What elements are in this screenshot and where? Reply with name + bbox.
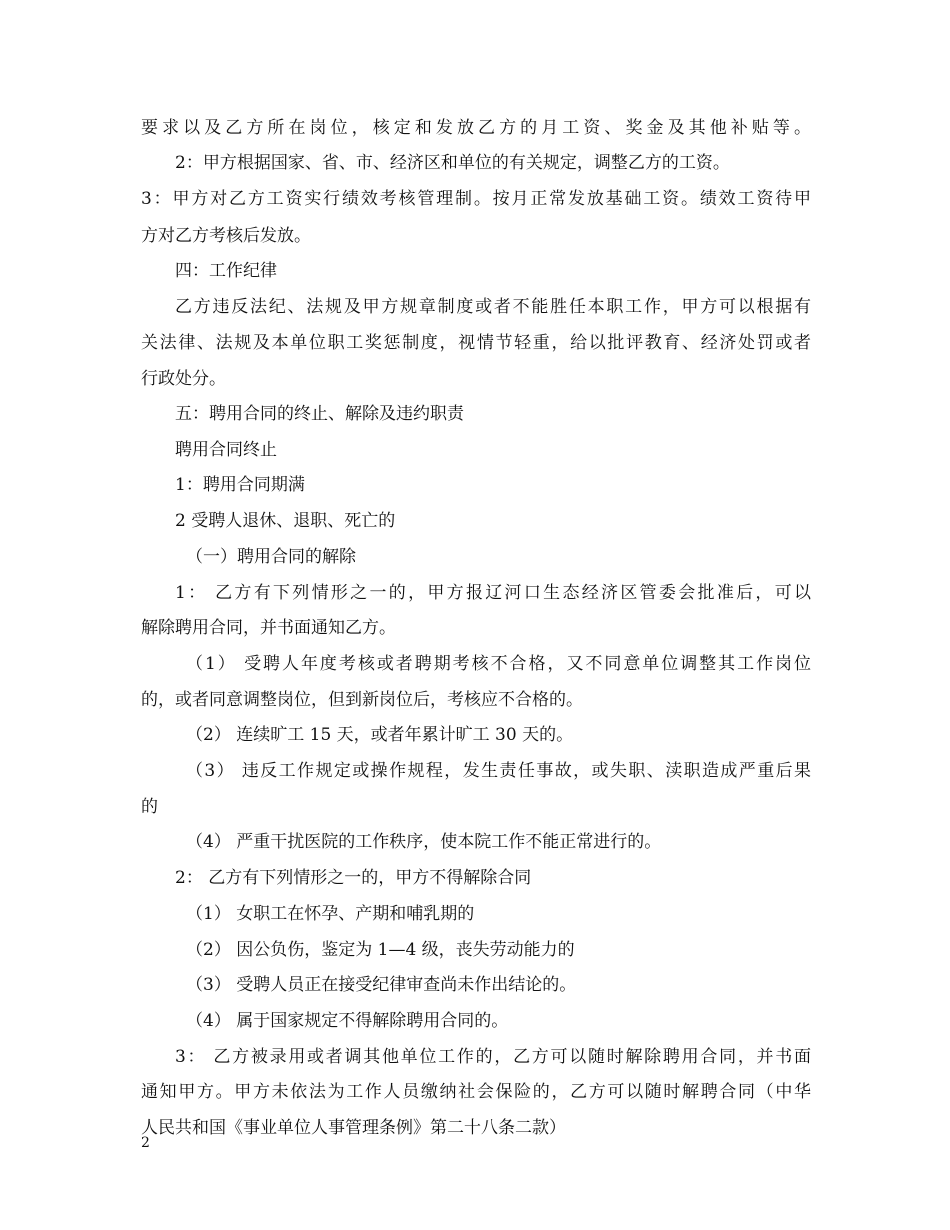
section-heading-work-discipline: 四：工作纪律 xyxy=(175,261,277,281)
section-heading-termination: 五：聘用合同的终止、解除及违约职责 xyxy=(175,404,464,424)
text-line-4: 方对乙方考核后发放。 xyxy=(141,226,311,246)
text-line-26: （4） 属于国家规定不得解除聘用合同的。 xyxy=(186,1011,509,1031)
text-line-17: 的，或者同意调整岗位，但到新岗位后，考核应不合格的。 xyxy=(141,690,583,710)
text-line-2: 2：甲方根据国家、省、市、经济区和单位的有关规定，调整乙方的工资。 xyxy=(175,153,730,173)
text-line-3: 3：甲方对乙方工资实行绩效考核管理制。按月正常发放基础工资。绩效工资待甲 xyxy=(141,189,811,209)
text-line-6: 乙方违反法纪、法规及甲方规章制度或者不能胜任本职工作，甲方可以根据有 xyxy=(175,297,811,317)
text-line-20: 的 xyxy=(141,797,158,817)
text-line-29: 人民共和国《事业单位人事管理条例》第二十八条二款） xyxy=(141,1118,566,1138)
text-line-28: 通知甲方。甲方未依法为工作人员缴纳社会保险的，乙方可以随时解聘合同（中华 xyxy=(141,1082,811,1102)
text-line-27: 3： 乙方被录用或者调其他单位工作的，乙方可以随时解除聘用合同，并书面 xyxy=(175,1047,811,1067)
text-line-25: （3） 受聘人员正在接受纪律审查尚未作出结论的。 xyxy=(186,975,577,995)
text-line-15: 解除聘用合同，并书面通知乙方。 xyxy=(141,618,396,638)
text-line-7: 关法律、法规及本单位职工奖惩制度，视情节轻重，给以批评教育、经济处罚或者 xyxy=(141,333,811,353)
text-line-1: 要求以及乙方所在岗位，核定和发放乙方的月工资、奖金及其他补贴等。 xyxy=(141,118,811,138)
text-line-22: 2： 乙方有下列情形之一的，甲方不得解除合同 xyxy=(175,868,532,888)
text-line-8: 行政处分。 xyxy=(141,369,226,389)
text-line-14: 1： 乙方有下列情形之一的，甲方报辽河口生态经济区管委会批准后，可以 xyxy=(175,583,811,603)
text-line-24: （2） 因公负伤，鉴定为 1—4 级，丧失劳动能力的 xyxy=(186,940,575,960)
text-line-16: （1） 受聘人年度考核或者聘期考核不合格，又不同意单位调整其工作岗位 xyxy=(186,654,811,674)
text-line-18: （2） 连续旷工 15 天，或者年累计旷工 30 天的。 xyxy=(186,725,574,745)
text-line-19: （3） 违反工作规定或操作规程，发生责任事故，或失职、渎职造成严重后果 xyxy=(186,761,811,781)
text-line-12: 2 受聘人退休、退职、死亡的 xyxy=(175,511,396,531)
text-line-10: 聘用合同终止 xyxy=(175,440,277,460)
text-line-13: （一）聘用合同的解除 xyxy=(186,547,356,567)
text-line-21: （4） 严重干扰医院的工作秩序，使本院工作不能正常进行的。 xyxy=(186,832,662,852)
text-line-23: （1） 女职工在怀孕、产期和哺乳期的 xyxy=(186,904,475,924)
page-number: 2 xyxy=(141,1135,150,1151)
text-line-11: 1：聘用合同期满 xyxy=(175,475,305,495)
